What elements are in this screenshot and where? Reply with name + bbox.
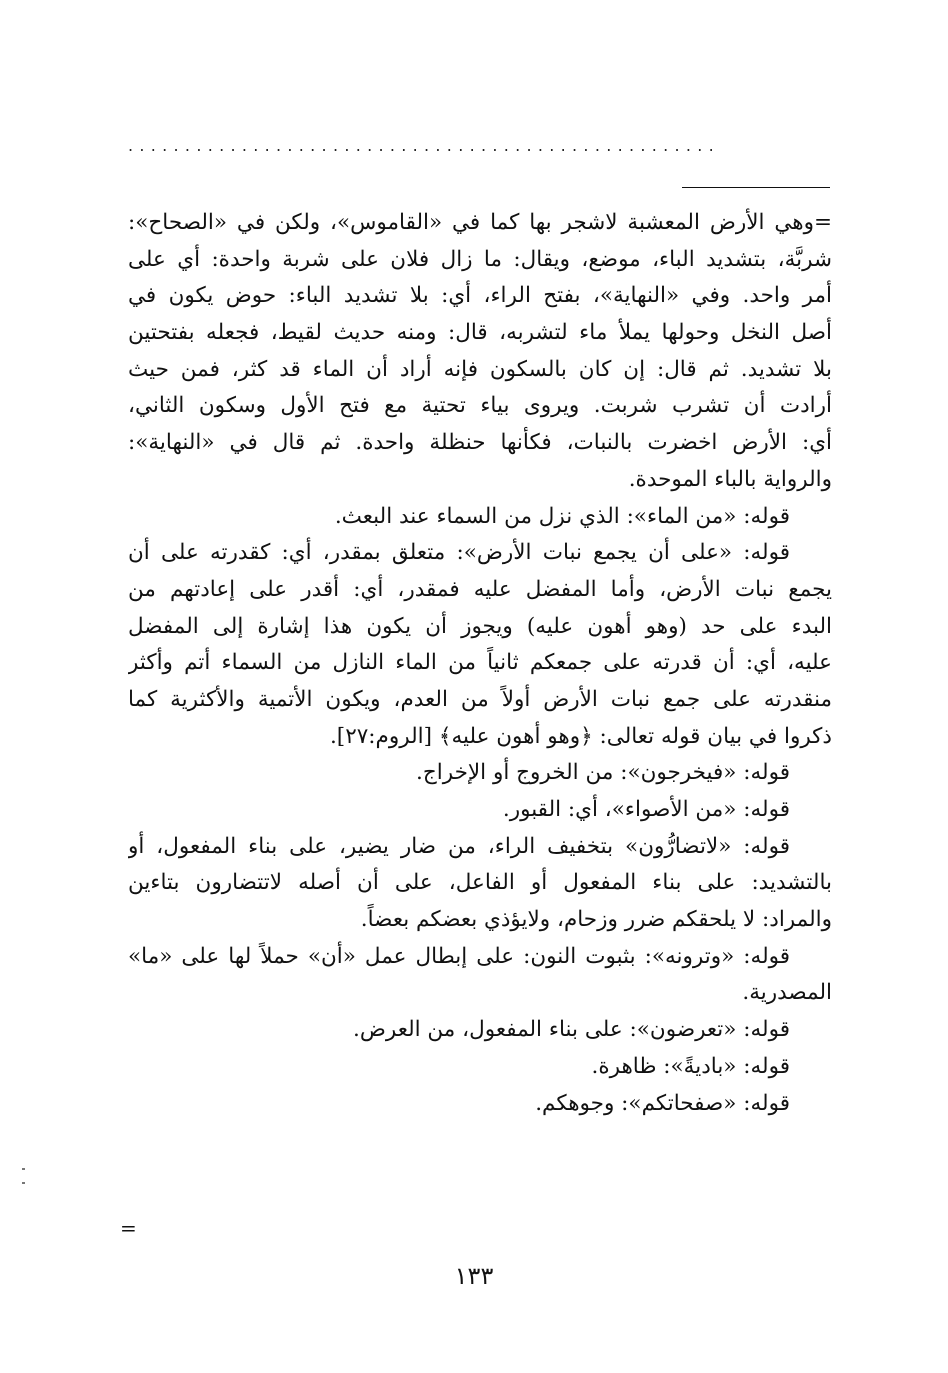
text-line: أصل النخل وحولها يملأ ماء لتشربه، قال: ومنه حديث لقيط، فجعله بفتحتين bbox=[128, 320, 832, 346]
text-line: بالتشديد: على بناء المفعول أو الفاعل، على أن أصله لاتتضارون بتاءين bbox=[128, 870, 832, 896]
text-line: أي: الأرض اخضرت بالنبات، فكأنها حنظلة واحدة. ثم قال في «النهاية»: bbox=[128, 430, 832, 456]
text-line: بلا تشديد. ثم قال: إن كان بالسكون فإنه أراد أن الماء قد كثر، فمن حيث bbox=[128, 356, 832, 382]
text-line: يجمع نبات الأرض، وأما المفضل عليه فمقدر، أي: أقدر على إعادتهم من bbox=[128, 576, 832, 602]
footnote-rule bbox=[682, 187, 830, 188]
text-line: قوله: «لاتضارُّون» بتخفيف الراء، من ضار يضير، على بناء المفعول، أو bbox=[128, 833, 790, 859]
text-line: قوله: «باديةً»: ظاهرة. bbox=[591, 1053, 790, 1079]
text-line: البدء على حد (وهو أهون عليه) ويجوز أن يكون هذا إشارة إلى المفضل bbox=[128, 613, 832, 639]
text-line: أرادت أن تشرب شربت. ويروى بياء تحتية مع فتح الأول وسكون الثاني، bbox=[128, 393, 832, 419]
text-line: المصدرية. bbox=[742, 980, 832, 1006]
text-line: قوله: «على أن يجمع نبات الأرض»: متعلق بمقدر، أي: كقدرته على أن bbox=[128, 540, 790, 566]
page-number: ١٣٣ bbox=[454, 1262, 494, 1290]
text-line: ذكروا في بيان قوله تعالى: ﴿وهو أهون عليه﴾ [الروم:٢٧]. bbox=[329, 723, 832, 749]
text-line: =وهي الأرض المعشبة لاشجر بها كما في «القاموس»، ولكن في «الصحاح»: bbox=[128, 210, 832, 235]
text-line: منقدرته على جمع نبات الأرض أولاً من العدم، ويكون الأتمية والأكثرية كما bbox=[128, 686, 832, 712]
text-line: عليه، أي: أن قدرته على جمعكم ثانياً من الماء النازل من السماء أتم وأكثر bbox=[128, 650, 832, 676]
text-line: قوله: «وترونه»: بثبوت النون: على إبطال عمل «أن» حملاً لها على «ما» bbox=[128, 943, 790, 969]
text-line: قوله: «فيخرجون»: من الخروج أو الإخراج. bbox=[416, 760, 790, 786]
text-line: شربَّة، بتشديد الباء، موضع، ويقال: ما زال فلان على شربة واحدة: أي على bbox=[128, 246, 832, 272]
text-line: قوله: «من الماء»: الذي نزل من السماء عند البعث. bbox=[334, 503, 790, 529]
text-line: أمر واحد. وفي «النهاية»، بفتح الراء، أي: بلا تشديد الباء: حوض يكون في bbox=[128, 283, 832, 309]
separator-dots: .................................................... bbox=[128, 136, 721, 155]
continuation-mark: = bbox=[120, 1216, 137, 1240]
margin-mark bbox=[22, 1168, 25, 1170]
margin-mark bbox=[22, 1182, 25, 1184]
text-line: قوله: «تعرضون»: على بناء المفعول، من العرض. bbox=[353, 1017, 790, 1043]
text-line: والمراد: لا يلحقكم ضرر وزحام، ولايؤذي بعضكم بعضاً. bbox=[360, 907, 832, 933]
text-line: والرواية بالباء الموحدة. bbox=[628, 466, 832, 492]
footnote-text bbox=[128, 205, 832, 1122]
text-line: قوله: «من الأصواء»، أي: القبور. bbox=[502, 797, 790, 822]
text-line: قوله: «صفحاتكم»: وجوهكم. bbox=[535, 1090, 790, 1116]
